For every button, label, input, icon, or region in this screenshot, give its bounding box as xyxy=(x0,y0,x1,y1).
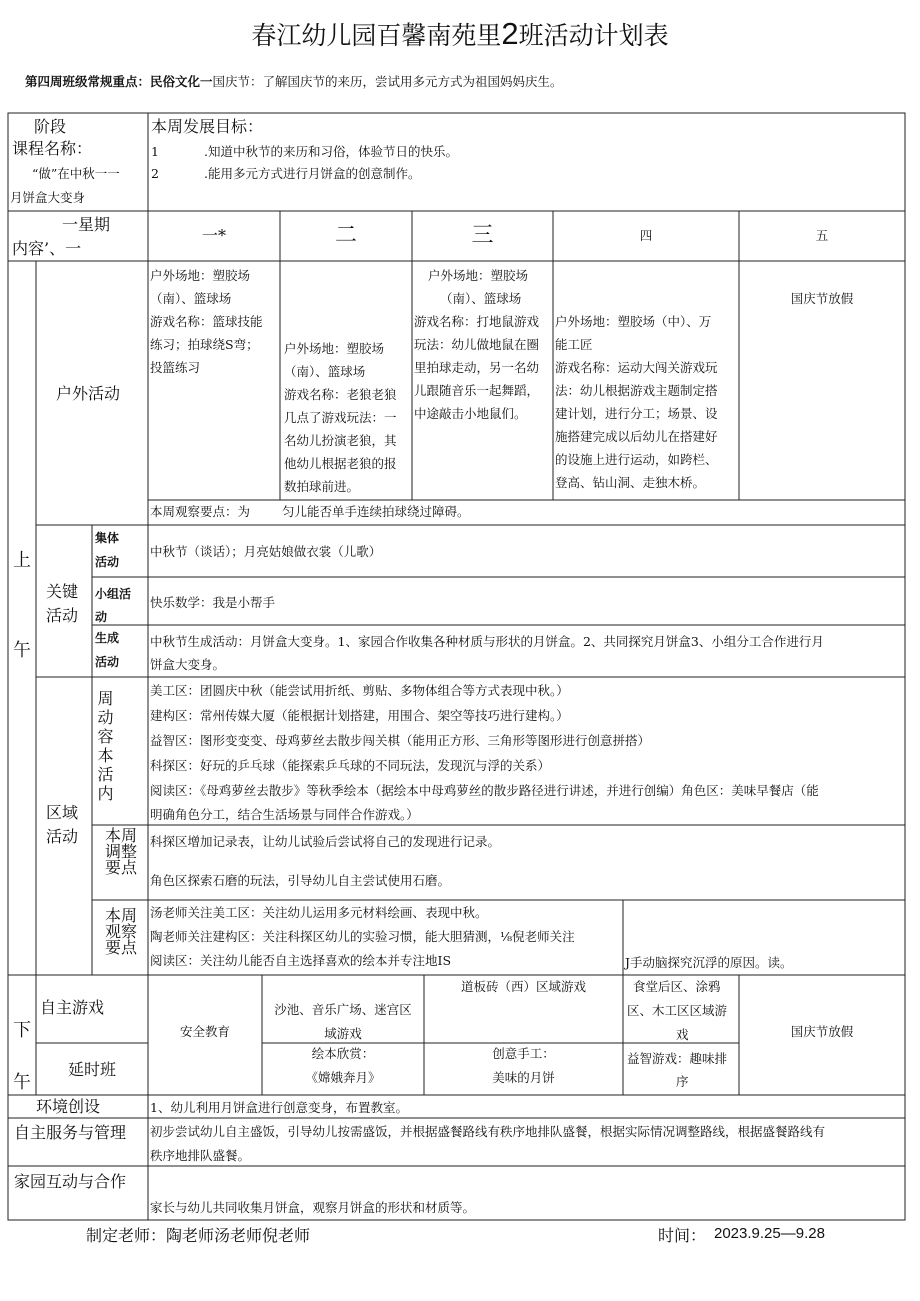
day-mon: 一* xyxy=(201,226,226,245)
free-play-label: 自主游戏 xyxy=(40,998,105,1017)
section-pm: 下午 xyxy=(10,1020,31,1124)
tue-free-1: 沙池、音乐广场、迷宫区 xyxy=(274,1002,412,1017)
course-label: 课程名称： xyxy=(12,139,93,158)
section-am: 上午 xyxy=(10,550,31,730)
area-observe-1: 汤老师关注美工区：关注幼儿运用多元材料绘画、表现中秋。 xyxy=(150,905,488,920)
small-label-2: 动 xyxy=(95,610,108,624)
day-thu: 四 xyxy=(639,228,653,243)
gen-label-1: 生成 xyxy=(95,631,120,645)
area-adjust-1: 科探区增加记录表，让幼儿试验后尝试将自己的发现进行记录。 xyxy=(150,834,501,849)
goal-2-num: 2 xyxy=(151,166,159,181)
area-observe-3: 阅读区：关注幼儿能否自主选择喜欢的绘本并专注地IS xyxy=(150,953,452,968)
area-observe-2: 陶老师关注建构区：关注科探区幼儿的实验习惯，能大胆猜测，⅛倪老师关注 xyxy=(150,929,575,944)
gen-text-2: 饼盒大变身。 xyxy=(150,657,226,672)
safety-education: 安全教育 xyxy=(179,1024,230,1039)
day-tue: 二 xyxy=(334,223,357,248)
self-service-text-2: 秩序地排队盛餐。 xyxy=(150,1148,251,1163)
small-label-1: 小组活 xyxy=(95,587,132,601)
area-adjust-2: 角色区探索石磨的玩法，引导幼儿自主尝试使用石磨。 xyxy=(150,873,451,888)
outdoor-label: 户外活动 xyxy=(56,384,121,403)
goal-1-num: 1 xyxy=(151,144,159,159)
course-name-line1: “做”在中秋一一 xyxy=(32,166,120,181)
wed-late-2: 美味的月饼 xyxy=(492,1070,555,1085)
day-fri: 五 xyxy=(815,228,829,243)
corner-content: 内容’、一 xyxy=(12,239,82,258)
key-label-1: 关键 xyxy=(46,582,79,601)
page-title: 春江幼儿园百馨南苑里2班活动计划表 xyxy=(251,16,669,51)
self-service-text-1: 初步尝试幼儿自主盛饭，引导幼儿按需盛饭，并根据盛餐路线有秩序地排队盛餐，根据实际情况调整路线，根据盛餐路线有 xyxy=(150,1124,826,1139)
thu-late-1: 益智游戏：趣味排 xyxy=(627,1051,728,1066)
tue-free-2: 域游戏 xyxy=(324,1026,362,1041)
thu-late-2: 序 xyxy=(676,1074,689,1089)
area-content-label: 周动容本活内 xyxy=(95,690,114,804)
area-label-2: 活动 xyxy=(46,827,79,846)
tue-late-1: 绘本欣赏： xyxy=(311,1046,375,1061)
course-name-line2: 月饼盒大变身 xyxy=(10,190,86,205)
gen-label-2: 活动 xyxy=(95,655,120,669)
corner-week: 一星期 xyxy=(62,215,111,234)
goal-1: .知道中秋节的来历和习俗，体验节日的快乐。 xyxy=(204,144,458,159)
late-class-label: 延时班 xyxy=(68,1060,117,1079)
home-text: 家长与幼儿共同收集月饼盒，观察月饼盒的形状和材质等。 xyxy=(150,1200,476,1215)
goal-2: .能用多元方式进行月饼盒的创意制作。 xyxy=(204,166,421,181)
outdoor-fri: 国庆节放假 xyxy=(790,291,854,306)
goal-title: 本周发展目标： xyxy=(151,117,264,136)
key-label-2: 活动 xyxy=(46,606,79,625)
outdoor-observe-text: 匀儿能否单手连续拍球绕过障碍。 xyxy=(282,504,470,519)
tue-late-2: 《嫦娥奔月》 xyxy=(305,1070,381,1085)
area-observe-label: 本周观察要点 xyxy=(104,906,137,957)
home-label: 家园互动与合作 xyxy=(14,1172,127,1191)
time-value: 2023.9.25—9.28 xyxy=(714,1225,825,1242)
stage-label: 阶段 xyxy=(34,117,67,136)
group-label-1: 集体 xyxy=(95,531,120,545)
time-label: 时间： xyxy=(658,1226,707,1245)
weekly-focus: 第四周班级常规重点：民俗文化一国庆节：了解国庆节的来历，尝试用多元方式为祖国妈妈庆生。 xyxy=(25,74,563,89)
day-wed: 三 xyxy=(471,223,494,248)
self-service-label: 自主服务与管理 xyxy=(14,1123,127,1142)
area-adjust-label: 本周调整要点 xyxy=(104,826,137,877)
makers: 制定老师：陶老师汤老师倪老师 xyxy=(86,1226,311,1245)
wed-late-1: 创意手工： xyxy=(492,1046,555,1061)
small-text: 快乐数学：我是小帮手 xyxy=(150,595,276,610)
area-observe-3b: J手动脑探究沉浮的原因。读。 xyxy=(625,955,793,970)
env-label: 环境创设 xyxy=(36,1097,101,1116)
gen-text-1: 中秋节生成活动：月饼盒大变身。1、家园合作收集各种材质与形状的月饼盒。2、共同探究月饼盒3、小组分工合作进行月 xyxy=(150,634,824,649)
group-text: 中秋节（谈话）；月亮姑娘做衣裳（儿歌） xyxy=(150,544,382,559)
group-label-2: 活动 xyxy=(95,555,120,569)
area-label-1: 区域 xyxy=(46,803,79,822)
env-text: 1、幼儿利用月饼盒进行创意变身，布置教室。 xyxy=(150,1100,408,1115)
outdoor-observe-label: 本周观察要点：为 xyxy=(150,504,251,519)
wed-free: 道板砖（西）区域游戏 xyxy=(460,979,586,994)
pm-fri: 国庆节放假 xyxy=(790,1024,854,1039)
